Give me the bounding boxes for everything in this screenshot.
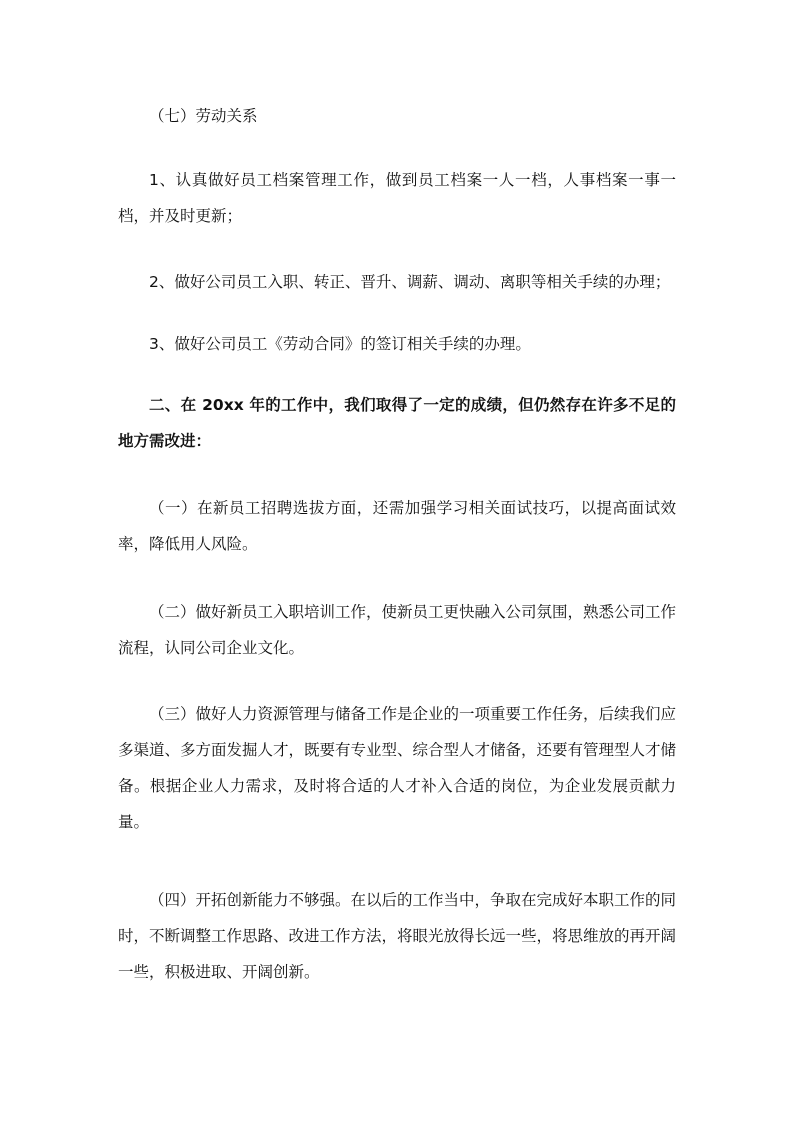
item-1-paragraph: 1、认真做好员工档案管理工作，做到员工档案一人一档，人事档案一事一档，并及时更新； <box>118 171 676 225</box>
improvement-3-paragraph: （三）做好人力资源管理与储备工作是企业的一项重要工作任务，后续我们应多渠道、多方面发掘人才，既要有专业型、综合型人才储备，还要有管理型人才储备。根据企业人力需求，及时将合适的人才补入合适的岗位，为企业发展贡献力量。 <box>118 705 677 831</box>
section-seven-heading: （七）劳动关系 <box>149 107 258 125</box>
improvement-1-paragraph: （一）在新员工招聘选拔方面，还需加强学习相关面试技巧，以提高面试效率，降低用人风险。 <box>118 499 676 553</box>
item-3-paragraph: 3、做好公司员工《劳动合同》的签订相关手续的办理。 <box>149 335 531 353</box>
section-two-heading: 二、在 20xx 年的工作中，我们取得了一定的成绩，但仍然存在许多不足的地方需改进： <box>118 396 676 450</box>
improvement-4-paragraph: （四）开拓创新能力不够强。在以后的工作当中，争取在完成好本职工作的同时，不断调整工作思路、改进工作方法，将眼光放得长远一些，将思维放的再开阔一些，积极进取、开阔创新。 <box>118 891 677 981</box>
item-2-paragraph: 2、做好公司员工入职、转正、晋升、调薪、调动、离职等相关手续的办理； <box>149 273 671 291</box>
improvement-2-paragraph: （二）做好新员工入职培训工作，使新员工更快融入公司氛围，熟悉公司工作流程，认同公司企业文化。 <box>118 603 677 657</box>
